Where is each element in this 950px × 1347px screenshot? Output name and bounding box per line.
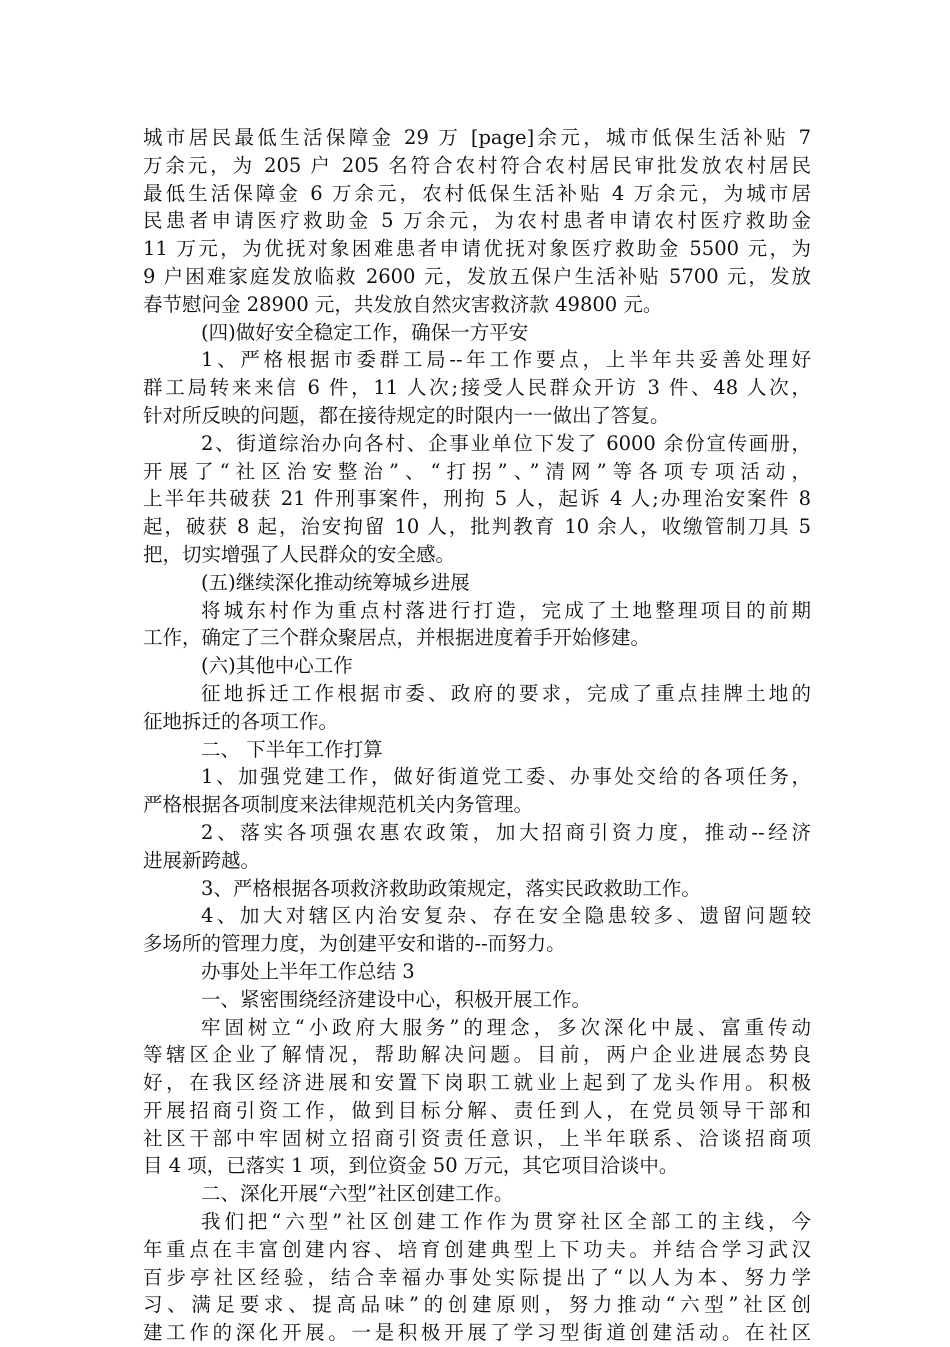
text-line: 把，切实增强了人民群众的安全感。 [143,542,456,566]
text-line: 二、深化开展“六型”社区创建工作。 [201,1182,514,1206]
text-line: 工作，确定了三个群众聚居点，并根据进度着手开始修建。 [143,626,651,650]
text-line: 二、 下半年工作打算 [201,737,383,761]
text-line: 上半年共破获 21 件刑事案件，刑拘 5 人，起诉 4 人;办理治安案件 8 [143,487,811,511]
text-line: 4、加大对辖区内治安复杂、存在安全隐患较多、遗留问题较 [201,904,811,928]
text-line: 1、严格根据市委群工局--年工作要点，上半年共妥善处理好 [201,348,811,372]
text-line: 目 4 项，已落实 1 项，到位资金 50 万元，其它项目洽谈中。 [143,1154,679,1178]
text-line: 开展招商引资工作，做到目标分解、责任到人，在党员领导干部和 [143,1098,811,1122]
text-line: 针对所反映的问题，都在接待规定的时限内一一做出了答复。 [143,403,670,427]
text-line: 2、落实各项强农惠农政策，加大招商引资力度，推动--经济 [201,820,811,844]
text-line: 等辖区企业了解情况，帮助解决问题。目前，两户企业进展态势良 [143,1043,811,1067]
text-line: (六)其他中心工作 [201,654,353,678]
text-line: (五)继续深化推动统筹城乡进展 [201,570,470,594]
text-line: 百步亭社区经验，结合幸福办事处实际提出了“以人为本、努力学 [143,1265,811,1289]
text-line: 万余元，为 205 户 205 名符合农村符合农村居民审批发放农村居民 [143,153,811,177]
text-line: 11 万元，为优抚对象困难患者申请优抚对象医疗救助金 5500 元，为 [143,237,811,261]
text-line: 习、满足要求、提高品味”的创建原则，努力推动“六型”社区创 [143,1293,811,1317]
text-line: 牢固树立“小政府大服务”的理念，多次深化中晟、富重传动 [201,1015,811,1039]
text-line: 1、加强党建工作，做好街道党工委、办事处交给的各项任务， [201,765,811,789]
text-line: 征地拆迁工作根据市委、政府的要求，完成了重点挂牌土地的 [201,681,811,705]
text-line: 征地拆迁的各项工作。 [143,709,339,733]
text-line: 严格根据各项制度来法律规范机关内务管理。 [143,793,534,817]
text-line: 春节慰问金 28900 元，共发放自然灾害救济款 49800 元。 [143,292,663,316]
text-line: 2、街道综治办向各村、企事业单位下发了 6000 余份宣传画册， [201,431,811,455]
text-line: 建工作的深化开展。一是积极开展了学习型街道创建活动。在社区 [143,1321,811,1345]
text-line: 将城东村作为重点村落进行打造，完成了土地整理项目的前期 [201,598,811,622]
text-line: 多场所的管理力度，为创建平安和谐的--而努力。 [143,932,566,956]
text-line: 最低生活保障金 6 万余元，农村低保生活补贴 4 万余元，为城市居 [143,181,811,205]
text-line: 一、紧密围绕经济建设中心，积极开展工作。 [201,987,592,1011]
text-line: 群工局转来来信 6 件，11 人次;接受人民群众开访 3 件、48 人次， [143,376,811,400]
text-line: 办事处上半年工作总结 3 [201,959,415,983]
text-line: 3、严格根据各项救济救助政策规定，落实民政救助工作。 [201,876,701,900]
text-line: 民患者申请医疗救助金 5 万余元，为农村患者申请农村医疗救助金 [143,209,811,233]
text-line: 好，在我区经济进展和安置下岗职工就业上起到了龙头作用。积极 [143,1071,811,1095]
text-line: 开展了“社区治安整治”、“打拐”、”清网”等各项专项活动， [143,459,811,483]
text-line: 我们把“六型”社区创建工作作为贯穿社区全部工的主线，今 [201,1210,811,1234]
text-line: (四)做好安全稳定工作，确保一方平安 [201,320,529,344]
document-page [143,124,811,1347]
text-line: 起，破获 8 起，治安拘留 10 人，批判教育 10 余人，收缴管制刀具 5 [143,515,811,539]
text-line: 年重点在丰富创建内容、培育创建典型上下功夫。并结合学习武汉 [143,1237,811,1261]
text-line: 社区干部中牢固树立招商引资责任意识，上半年联系、洽谈招商项 [143,1126,811,1150]
text-line: 进展新跨越。 [143,848,261,872]
text-line: 9 户困难家庭发放临救 2600 元，发放五保户生活补贴 5700 元，发放 [143,264,811,288]
text-line: 城市居民最低生活保障金 29 万 [page]余元，城市低保生活补贴 7 [143,126,811,149]
